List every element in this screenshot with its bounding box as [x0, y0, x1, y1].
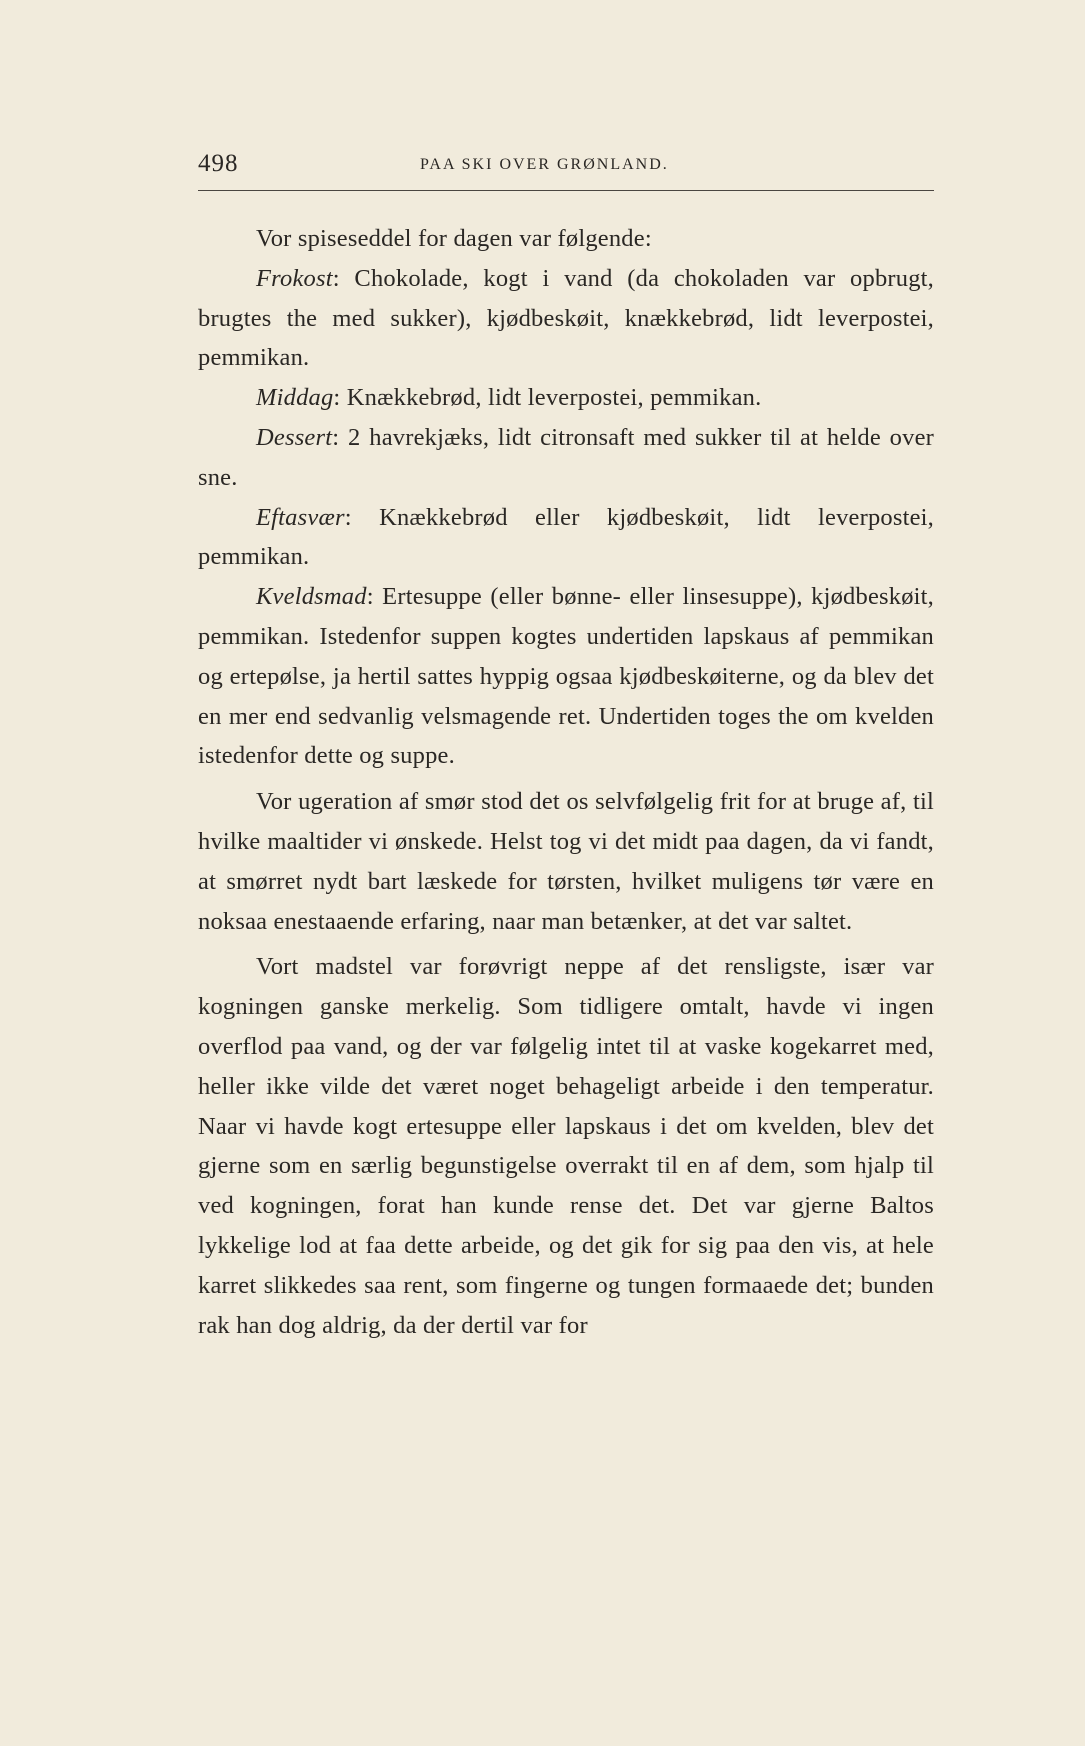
meal-text-eftasvaer: : Knækkebrød eller kjødbeskøit, lidt leverpostei, pemmikan. — [198, 503, 934, 571]
paragraph-frokost — [198, 259, 934, 378]
paragraph-kveldsmad — [198, 577, 934, 776]
meal-text-dessert: : 2 havrekjæks, lidt citronsaft med sukker til at helde over sne. — [198, 423, 934, 491]
meal-label-frokost: Frokost — [256, 264, 333, 292]
paragraph-dessert — [198, 418, 934, 498]
body-text — [198, 219, 934, 1345]
paragraph-madstel: Vort madstel var forøvrigt neppe af det rensligste, især var kogningen ganske merkelig. Som tidligere omtalt, havde vi ingen overflod paa vand, og der var følgelig intet til at vaske kogekarret med, heller ikke vilde det været noget behageligt arbeide i den temperatur. Naar vi havde kogt ertesuppe eller lapskaus i det om kvelden, blev det gjerne som en særlig begunstigelse overrakt til en af dem, som hjalp til ved kogningen, forat han kunde rense det. Det var gjerne Baltos lykkelige lod at faa dette arbeide, og det gik for sig paa den vis, at hele karret slikkedes saa rent, som fingerne og tungen formaaede det; bunden rak han dog aldrig, da der dertil var for — [198, 953, 934, 1339]
page-header — [198, 150, 934, 190]
paragraph-eftasvaer — [198, 498, 934, 578]
header-rule — [198, 190, 934, 191]
running-title: PAA SKI OVER GRØNLAND. — [420, 156, 669, 173]
paragraph-smor: Vor ugeration af smør stod det os selvfølgelig frit for at bruge af, til hvilke maaltider vi ønskede. Helst tog vi det midt paa dagen, da vi fandt, at smørret nydt bart læskede for tørsten, hvilket muligens tør være en noksaa enestaaende erfaring, naar man betænker, at det var saltet. — [198, 788, 934, 935]
meal-label-eftasvaer: Eftasvær — [256, 503, 345, 531]
meal-label-kveldsmad: Kveldsmad — [256, 583, 367, 611]
meal-text-kveldsmad: : Ertesuppe (eller bønne- eller linsesuppe), kjødbeskøit, pemmikan. Istedenfor suppen kogtes undertiden lapskaus af pemmikan og ertepølse, ja hertil sattes hyppig ogsaa kjødbeskøiterne, og da blev det en mer end sedvanlig velsmagende ret. Undertiden toges the om kvelden istedenfor dette og suppe. — [198, 583, 934, 770]
paragraph-intro: Vor spiseseddel for dagen var følgende: — [256, 225, 652, 252]
meal-label-middag: Middag — [256, 384, 334, 412]
meal-label-dessert: Dessert — [256, 423, 333, 451]
meal-text-middag: : Knækkebrød, lidt leverpostei, pemmikan. — [333, 384, 762, 412]
paragraph-middag — [198, 378, 934, 418]
meal-text-frokost: : Chokolade, kogt i vand (da chokoladen var opbrugt, brugtes the med sukker), kjødbeskøit, knækkebrød, lidt leverpostei, pemmikan. — [198, 264, 934, 372]
page-number: 498 — [198, 150, 239, 177]
